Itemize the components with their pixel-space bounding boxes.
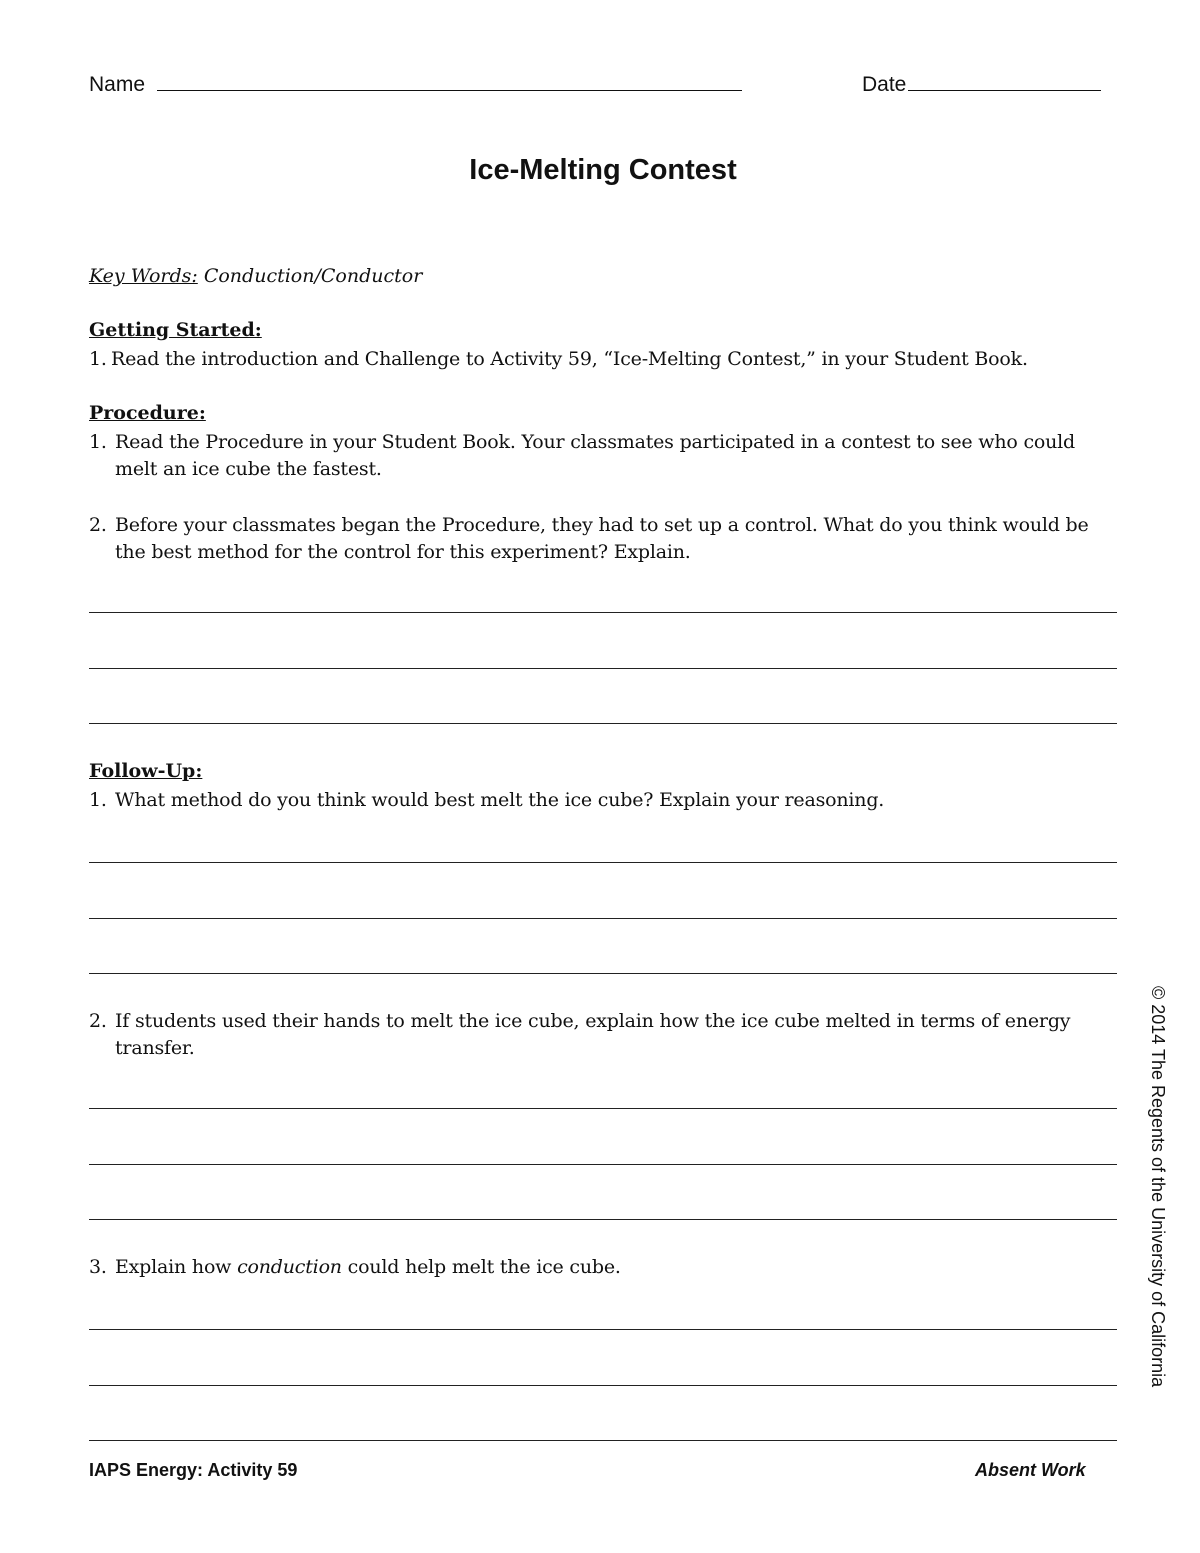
answer-line[interactable] — [89, 1440, 1117, 1441]
answer-line[interactable] — [89, 1385, 1117, 1386]
key-words-label: Key Words: — [89, 265, 198, 287]
item-text — [89, 1254, 1119, 1281]
item-number: 2. — [89, 514, 107, 536]
item-text: If students used their hands to melt the ice cube, explain how the ice cube melted in terms of energy transfer. — [115, 1010, 1071, 1059]
follow-up-item-2 — [89, 1008, 1109, 1062]
item-text: What method do you think would best melt the ice cube? Explain your reasoning. — [115, 789, 885, 811]
answer-line[interactable] — [89, 723, 1117, 724]
answer-line[interactable] — [89, 612, 1117, 613]
item-number: 1. — [89, 348, 107, 370]
answer-line[interactable] — [89, 973, 1117, 974]
answer-line[interactable] — [89, 1329, 1117, 1330]
copyright-notice: © 2014 The Regents of the University of California — [1148, 986, 1168, 1388]
follow-up-item-3 — [89, 1254, 1119, 1281]
date-field[interactable] — [862, 72, 1101, 97]
footer-activity-label: IAPS Energy: Activity 59 — [89, 1460, 298, 1480]
answer-line[interactable] — [89, 862, 1117, 863]
page-title: Ice-Melting Contest — [469, 154, 737, 186]
footer-absent-work-label: Absent Work — [975, 1460, 1086, 1480]
procedure-item-2 — [89, 512, 1119, 566]
item-text-before: Explain how — [115, 1256, 238, 1278]
name-field[interactable] — [89, 72, 742, 97]
follow-up-item-1 — [89, 787, 1119, 814]
item-text-after: could help melt the ice cube. — [341, 1256, 621, 1278]
answer-line[interactable] — [89, 668, 1117, 669]
item-number: 2. — [89, 1010, 107, 1032]
name-label: Name — [89, 73, 146, 96]
date-blank-line[interactable] — [908, 72, 1101, 91]
header-row — [89, 72, 1119, 102]
procedure-heading: Procedure: — [89, 402, 206, 424]
answer-line[interactable] — [89, 1108, 1117, 1109]
follow-up-heading: Follow-Up: — [89, 760, 203, 782]
getting-started-heading: Getting Started: — [89, 319, 262, 341]
item-number: 1. — [89, 431, 107, 453]
item-text: Before your classmates began the Procedure, they had to set up a control. What do you think would be the best method for the control for this experiment? Explain. — [115, 514, 1089, 563]
date-label: Date — [862, 73, 907, 96]
name-blank-line[interactable] — [157, 72, 742, 91]
answer-line[interactable] — [89, 1219, 1117, 1220]
item-number: 1. — [89, 789, 107, 811]
getting-started-item-1 — [89, 346, 1119, 373]
item-text: Read the introduction and Challenge to Activity 59, “Ice-Melting Contest,” in your Student Book. — [111, 348, 1028, 370]
answer-line[interactable] — [89, 1164, 1117, 1165]
key-words-value: Conduction/Conductor — [203, 265, 423, 287]
procedure-item-1 — [89, 429, 1119, 483]
item-text-emphasis: conduction — [237, 1256, 342, 1278]
key-words — [89, 265, 422, 287]
item-text: Read the Procedure in your Student Book. Your classmates participated in a contest to see who could melt an ice cube the fastest. — [115, 431, 1076, 480]
answer-line[interactable] — [89, 918, 1117, 919]
item-number: 3. — [89, 1256, 107, 1278]
